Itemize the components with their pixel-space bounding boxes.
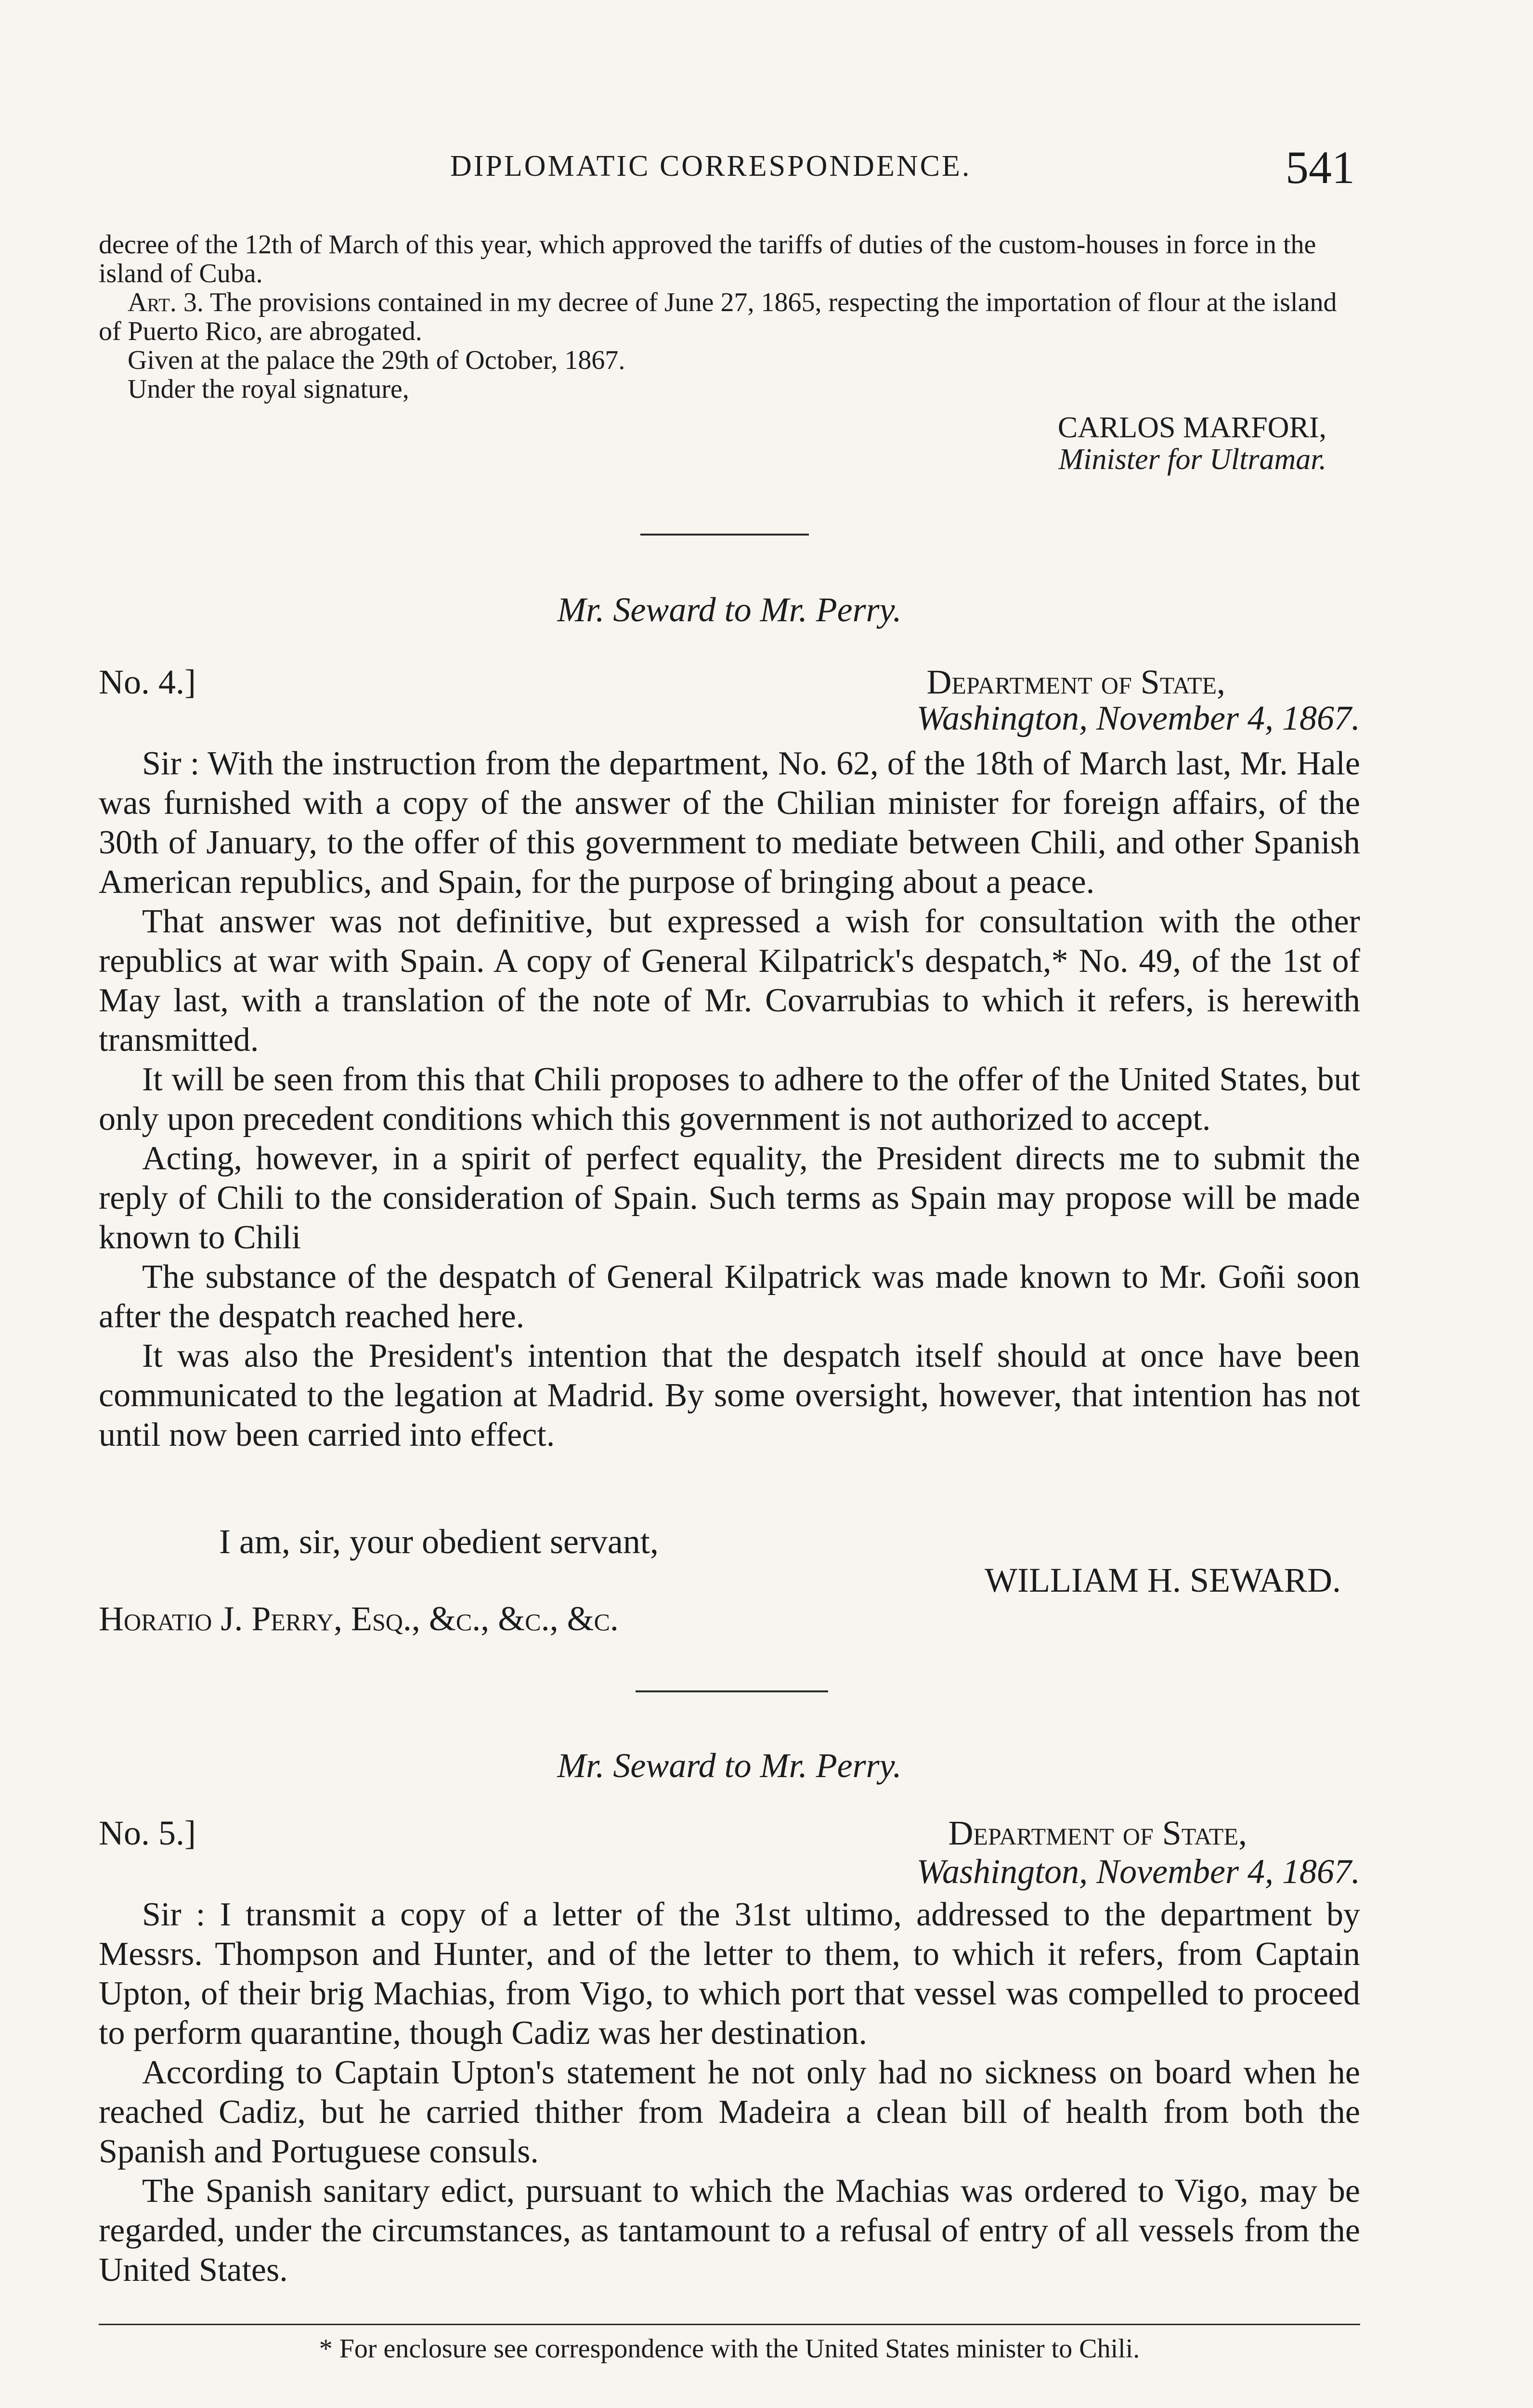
footnote-rule	[99, 2324, 1360, 2325]
decree-given: Given at the palace the 29th of October, 1867.	[128, 345, 625, 375]
letter-dateline-row	[99, 1852, 1360, 1895]
letter-place-date: Washington, November 4, 1867.	[916, 1852, 1360, 1891]
letter-body	[99, 1895, 1360, 2290]
article-text: The provisions contained in my decree of June 27, 1865, respecting the importation of flour at the island of Puerto Rico, are abrogated.	[99, 288, 1337, 346]
body-paragraph: It was also the President's intention that the despatch itself should at once have been communicated to the legation at Madrid. By some oversight, however, that intention has not until now been carried into effect.	[99, 1337, 1360, 1453]
running-title: DIPLOMATIC CORRESPONDENCE.	[450, 150, 972, 183]
letter-department: Department of State,	[926, 663, 1225, 701]
body-paragraph: The Spanish sanitary edict, pursuant to which the Machias was ordered to Vigo, may be regarded, under the circumstances, as tantamount to a refusal of entry of all vessels from the United States.	[99, 2172, 1360, 2289]
section-divider	[636, 1690, 828, 1692]
letter-number: No. 5.]	[99, 1814, 196, 1852]
signer-name: CARLOS MARFORI,	[1057, 411, 1326, 444]
body-paragraph: Sir : With the instruction from the department, No. 62, of the 18th of March last, Mr. Hale was furnished with a copy of the answer of the Chilian minister for foreign affairs, of the 30th of January, to the offer of this government to mediate between Chili, and other Spanish American republics, and Spain, for the purpose of bringing about a peace.	[99, 745, 1360, 901]
letter-department: Department of State,	[948, 1814, 1247, 1852]
body-paragraph: Acting, however, in a spirit of perfect equality, the President directs me to submit the reply of Chili to the consideration of Spain. Such terms as Spain may propose will be made known to Chili	[99, 1140, 1360, 1256]
letter-number: No. 4.]	[99, 663, 196, 701]
article-label: Art. 3.	[128, 288, 204, 317]
letter-heading: Mr. Seward to Mr. Perry.	[557, 590, 902, 629]
letter-dateline-row	[99, 698, 1360, 742]
letter-place-date: Washington, November 4, 1867.	[916, 699, 1360, 737]
body-paragraph: Sir : I transmit a copy of a letter of the 31st ultimo, addressed to the department by Messrs. Thompson and Hunter, and of the letter to them, to which it refers, from Captain Upton, of their brig Machias, from Vigo, to which port that vessel was compelled to proceed to perform quarantine, though Cadiz was her destination.	[99, 1896, 1360, 2052]
letter-signature: WILLIAM H. SEWARD.	[985, 1561, 1341, 1599]
decree-article	[99, 288, 1360, 346]
decree-under: Under the royal signature,	[128, 374, 409, 404]
section-divider	[640, 534, 809, 536]
decree-text	[99, 230, 1360, 404]
letter-closing: I am, sir, your obedient servant,	[219, 1522, 659, 1561]
footnote: * For enclosure see correspondence with the United States minister to Chili.	[319, 2334, 1140, 2364]
page-number: 541	[1286, 142, 1355, 193]
signer-title: Minister for Ultramar.	[1058, 443, 1326, 476]
body-paragraph: It will be seen from this that Chili proposes to adhere to the offer of the United States, but only upon precedent conditions which this government is not authorized to accept.	[99, 1061, 1360, 1138]
decree-signer	[99, 412, 1326, 475]
body-paragraph: According to Captain Upton's statement he not only had no sickness on board when he reached Cadiz, but he carried thither from Madeira a clean bill of health from both the Spanish and Portuguese consuls.	[99, 2054, 1360, 2170]
letter-addressee: Horatio J. Perry, Esq., &c., &c., &c.	[99, 1599, 619, 1638]
decree-paragraph: decree of the 12th of March of this year, which approved the tariffs of duties of the custom-houses in force in the island of Cuba.	[99, 230, 1316, 288]
body-paragraph: That answer was not definitive, but expressed a wish for consultation with the other republics at war with Spain. A copy of General Kilpatrick's despatch,* No. 49, of the 1st of May last, with a translation of the note of Mr. Covarrubias to which it refers, is herewith transmitted.	[99, 903, 1360, 1059]
letter-heading: Mr. Seward to Mr. Perry.	[557, 1746, 902, 1785]
letter-header-row	[99, 1813, 1360, 1857]
letter-body	[99, 744, 1360, 1455]
running-head	[99, 141, 1355, 194]
body-paragraph: The substance of the despatch of General Kilpatrick was made known to Mr. Goñi soon after the despatch reached here.	[99, 1258, 1360, 1335]
